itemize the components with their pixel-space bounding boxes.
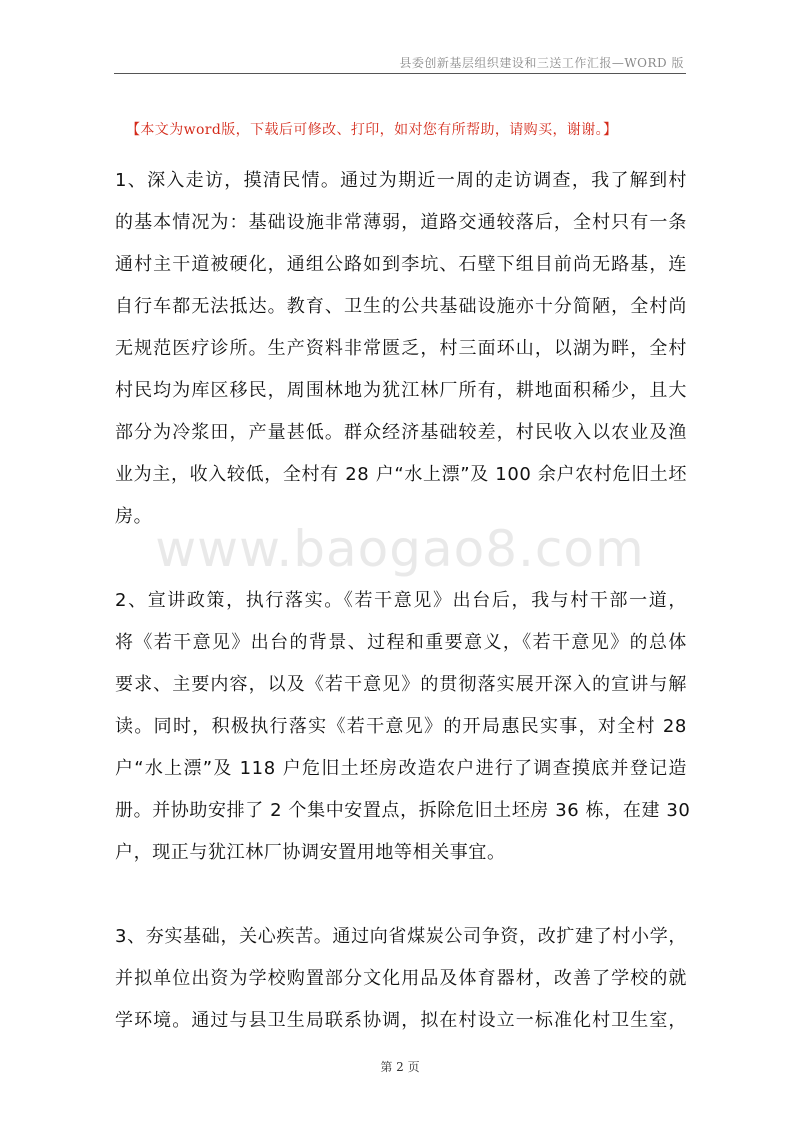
text-line: 无规范医疗诊所。生产资料非常匮乏，村三面环山，以湖为畔，全村 bbox=[115, 338, 687, 359]
text-line: 户“水上漂”及 118 户危旧土坯房改造农户进行了调查摸底并登记造 bbox=[115, 758, 687, 779]
page-number: 第 2 页 bbox=[380, 1060, 420, 1074]
paragraph-1 bbox=[115, 160, 687, 538]
text-line: 将《若干意见》出台的背景、过程和重要意义，《若干意见》的总体 bbox=[115, 632, 687, 653]
text-line: 房。 bbox=[115, 506, 153, 527]
text-line: 3、夯实基础，关心疾苦。通过向省煤炭公司争资，改扩建了村小学， bbox=[115, 926, 687, 947]
text-line: 业为主，收入较低，全村有 28 户“水上漂”及 100 余户农村危旧土坯 bbox=[115, 464, 687, 485]
text-line: 读。同时，积极执行落实《若干意见》的开局惠民实事，对全村 28 bbox=[115, 716, 687, 737]
watermark: www.baogao8.com bbox=[155, 520, 645, 578]
text-line: 的基本情况为：基础设施非常薄弱，道路交通较落后，全村只有一条 bbox=[115, 212, 687, 233]
text-line: 部分为冷浆田，产量甚低。群众经济基础较差，村民收入以农业及渔 bbox=[115, 422, 687, 443]
header-divider bbox=[114, 73, 686, 74]
text-line: 1、深入走访，摸清民情。通过为期近一周的走访调查，我了解到村 bbox=[115, 170, 687, 191]
text-line: 村民均为库区移民，周围林地为犹江林厂所有，耕地面积稀少，且大 bbox=[115, 380, 687, 401]
text-line: 要求、主要内容，以及《若干意见》的贯彻落实展开深入的宣讲与解 bbox=[115, 674, 687, 695]
text-line: 册。并协助安排了 2 个集中安置点，拆除危旧土坯房 36 栋，在建 30 bbox=[115, 800, 691, 821]
paragraph-3 bbox=[115, 916, 687, 1042]
download-notice: 【本文为word版，下载后可修改、打印，如对您有所帮助，请购买，谢谢。】 bbox=[126, 122, 618, 138]
text-line: 并拟单位出资为学校购置部分文化用品及体育器材，改善了学校的就 bbox=[115, 968, 687, 989]
paragraph-2 bbox=[115, 580, 691, 874]
text-line: 2、宣讲政策，执行落实。《若干意见》出台后，我与村干部一道， bbox=[115, 590, 687, 611]
running-header-title: 县委创新基层组织建设和三送工作汇报—WORD 版 bbox=[399, 56, 684, 70]
text-line: 学环境。通过与县卫生局联系协调，拟在村设立一标准化村卫生室， bbox=[115, 1010, 687, 1031]
text-line: 户，现正与犹江林厂协调安置用地等相关事宜。 bbox=[115, 842, 506, 863]
text-line: 通村主干道被硬化，通组公路如到李坑、石壁下组目前尚无路基，连 bbox=[115, 254, 687, 275]
text-line: 自行车都无法抵达。教育、卫生的公共基础设施亦十分简陋，全村尚 bbox=[115, 296, 687, 317]
